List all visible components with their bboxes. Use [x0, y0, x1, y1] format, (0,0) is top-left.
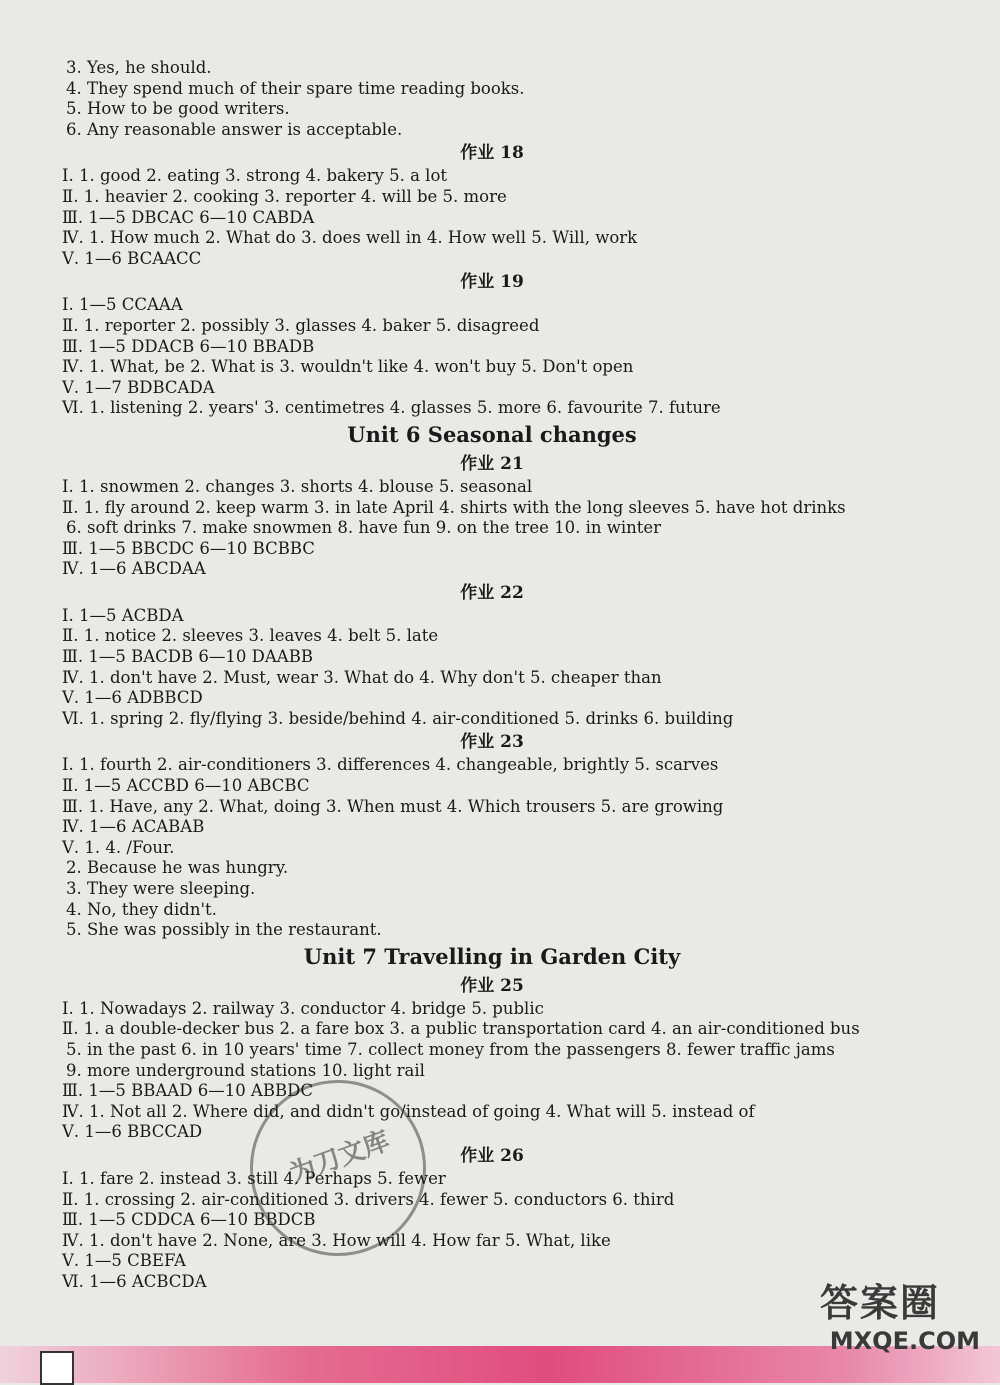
answer-line: Ⅳ. 1. Not all 2. Where did, and didn't go/instead of going 4. What will 5. instead of	[62, 1101, 755, 1121]
answer-line: 2. Because he was hungry.	[66, 858, 289, 878]
answer-line: Ⅱ. 1. notice 2. sleeves 3. leaves 4. belt 5. late	[62, 626, 439, 646]
answer-line: Ⅳ. 1. What, be 2. What is 3. wouldn't like 4. won't buy 5. Don't open	[62, 357, 634, 377]
answer-line: 3. They were sleeping.	[66, 879, 256, 898]
answer-line: Ⅱ. 1. crossing 2. air-conditioned 3. drivers 4. fewer 5. conductors 6. third	[62, 1189, 675, 1209]
answer-content	[62, 58, 942, 1293]
answer-line: Ⅱ. 1—5 ACCBD 6—10 ABCBC	[62, 776, 310, 796]
site-logo-en: MXQE.COM	[829, 1327, 980, 1355]
answer-line: 5. She was possibly in the restaurant.	[66, 920, 382, 940]
answer-line: Ⅴ. 1—5 CBEFA	[62, 1251, 186, 1271]
watermark-text: 为刀文库	[285, 1125, 394, 1190]
answer-line: Ⅰ. 1. snowmen 2. changes 3. shorts 4. blouse 5. seasonal	[62, 476, 533, 496]
answer-line: Ⅳ. 1—6 ABCDAA	[62, 559, 206, 579]
answer-line: 4. They spend much of their spare time reading books.	[66, 78, 525, 98]
answer-line: Ⅵ. 1—6 ACBCDA	[62, 1271, 207, 1291]
answer-line: Ⅱ. 1. heavier 2. cooking 3. reporter 4. will be 5. more	[62, 186, 507, 206]
answer-line: Ⅴ. 1. 4. /Four.	[62, 837, 175, 857]
page-number-box	[40, 1351, 74, 1385]
answer-line: 4. No, they didn't.	[66, 899, 217, 919]
homework-title: 作业 21	[460, 453, 524, 474]
answer-line: Ⅳ. 1. don't have 2. Must, wear 3. What do 4. Why don't 5. cheaper than	[62, 667, 662, 687]
answer-line: Ⅱ. 1. fly around 2. keep warm 3. in late April 4. shirts with the long sleeves 5. have hot drinks	[62, 497, 846, 517]
homework-title: 作业 18	[460, 143, 524, 164]
answer-line: Ⅴ. 1—6 BCAACC	[62, 248, 202, 268]
homework-title: 作业 26	[460, 1145, 524, 1166]
homework-title: 作业 23	[460, 732, 524, 753]
answer-line: Ⅴ. 1—6 ADBBCD	[62, 688, 203, 708]
answer-line: Ⅵ. 1. spring 2. fly/flying 3. beside/behind 4. air-conditioned 5. drinks 6. building	[62, 708, 734, 728]
answer-line: Ⅲ. 1—5 DBCAC 6—10 CABDA	[62, 207, 315, 227]
answer-line: Ⅲ. 1—5 DDACB 6—10 BBADB	[62, 336, 315, 356]
answer-line: 6. Any reasonable answer is acceptable.	[66, 119, 403, 139]
unit-title: Unit 7 Travelling in Garden City	[303, 943, 681, 969]
answer-line: 5. in the past 6. in 10 years' time 7. collect money from the passengers 8. fewer traffic jams	[66, 1039, 835, 1059]
answer-line: Ⅲ. 1—5 BBAAD 6—10 ABBDC	[62, 1081, 313, 1101]
answer-line: Ⅳ. 1. How much 2. What do 3. does well in 4. How well 5. Will, work	[62, 228, 638, 248]
answer-line: Ⅱ. 1. reporter 2. possibly 3. glasses 4. baker 5. disagreed	[62, 315, 540, 335]
answer-line: Ⅰ. 1. good 2. eating 3. strong 4. bakery 5. a lot	[62, 166, 448, 186]
answer-line: Ⅳ. 1. don't have 2. None, are 3. How will 4. How far 5. What, like	[62, 1230, 611, 1250]
site-logo-cn: 答案圈	[820, 1281, 941, 1325]
answer-line: Ⅱ. 1. a double-decker bus 2. a fare box 3. a public transportation card 4. an air-conditioned bus	[62, 1019, 860, 1039]
answer-line: Ⅰ. 1. fare 2. instead 3. still 4. Perhaps 5. fewer	[62, 1168, 446, 1188]
site-logo	[820, 1280, 990, 1370]
answer-line: Ⅴ. 1—7 BDBCADA	[62, 377, 215, 397]
answer-line: 5. How to be good writers.	[66, 99, 290, 119]
answer-line: Ⅲ. 1—5 CDDCA 6—10 BBDCB	[62, 1210, 316, 1230]
answer-line: Ⅲ. 1. Have, any 2. What, doing 3. When must 4. Which trousers 5. are growing	[62, 796, 724, 816]
answer-line: 6. soft drinks 7. make snowmen 8. have fun 9. on the tree 10. in winter	[66, 518, 662, 538]
answer-line: Ⅰ. 1—5 ACBDA	[62, 605, 184, 625]
answer-line: Ⅰ. 1. Nowadays 2. railway 3. conductor 4. bridge 5. public	[62, 998, 544, 1018]
homework-title: 作业 25	[460, 975, 524, 996]
answer-line: Ⅵ. 1. listening 2. years' 3. centimetres 4. glasses 5. more 6. favourite 7. future	[62, 398, 721, 418]
unit-title: Unit 6 Seasonal changes	[347, 421, 637, 447]
answer-line: Ⅴ. 1—6 BBCCAD	[62, 1122, 203, 1142]
answer-line: 9. more underground stations 10. light rail	[66, 1060, 425, 1080]
answer-line: Ⅲ. 1—5 BBCDC 6—10 BCBBC	[62, 538, 315, 558]
homework-title: 作业 19	[460, 272, 524, 293]
answer-line: Ⅰ. 1. fourth 2. air-conditioners 3. differences 4. changeable, brightly 5. scarves	[62, 755, 719, 775]
answer-line: Ⅰ. 1—5 CCAAA	[62, 295, 183, 315]
answer-line: Ⅳ. 1—6 ACABAB	[62, 817, 205, 837]
answer-line: 3. Yes, he should.	[66, 58, 212, 77]
answer-line: Ⅲ. 1—5 BACDB 6—10 DAABB	[62, 647, 313, 667]
homework-title: 作业 22	[460, 582, 524, 603]
